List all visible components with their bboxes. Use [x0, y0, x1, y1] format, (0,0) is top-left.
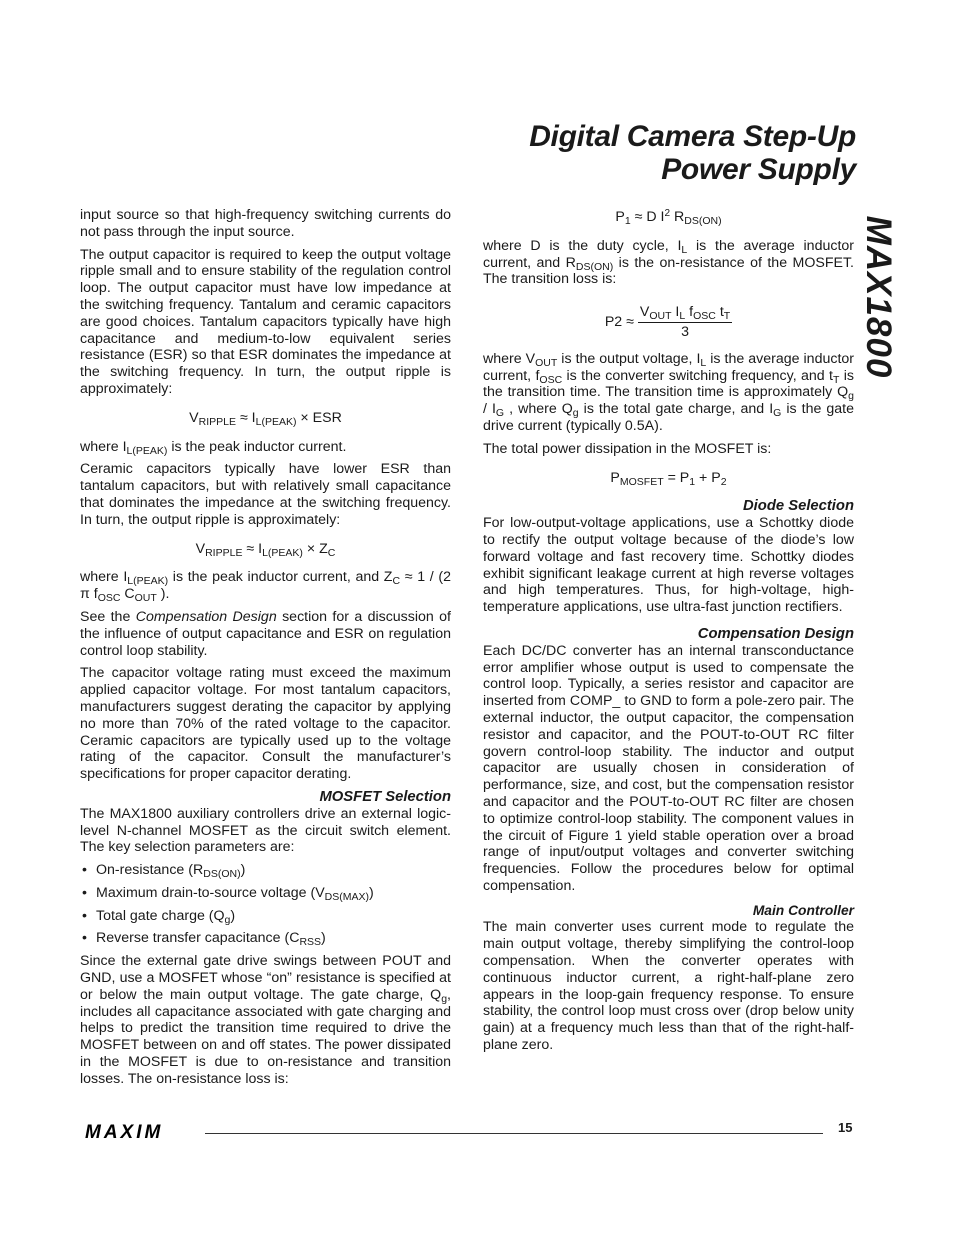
paragraph: where D is the duty cycle, $I_L$ is the average inductor current, and $R_{DS(ON)}$ is the on-resistance of the MOSFET. The transition loss is: [483, 237, 855, 288]
paragraph: input source so that high-frequency switching currents do not pass through the input source. [80, 207, 451, 240]
section-heading-mosfet: MOSFET Selection [319, 788, 451, 805]
left-column [80, 207, 451, 1094]
equation-p1: $P_1 \approx D$ $I^2$ $R_{DS(ON)}$ [615, 208, 722, 227]
paragraph: For low-output-voltage applications, use a Schottky diode to rectify the output voltage because of the diode’s low forward voltage and fast recovery time. Schottky diodes exhibit significant leakage current at high reverse voltages and high temperatures. Thus, for high-voltage, high-temperature applications, use ultra-fast junction rectifiers. [483, 515, 854, 616]
title-line-2: Power Supply [661, 153, 856, 186]
paragraph: Each DC/DC converter has an internal transconductance error amplifier whose output is used to compensate the control loop. Typically, a series resistor and capacitor are inserted from COMP_ to GND to form a pole-zero pair. The external inductor, the output capacitor, the compensation resistor and capacitor, and the POUT-to-OUT RC filter govern control-loop stability. The inductor and output capacitor are usually chosen in consideration of performance, size, and cost, but the compensation resistor and capacitor and the POUT-to-OUT RC filter are chosen to optimize control-loop stability. The component values in the circuit of Figure 1 yield stable operation over a broad range of input/output voltages and converter switching frequencies. Follow the procedures below for optimal compensation. [483, 642, 854, 894]
bullet-list [80, 862, 451, 947]
paragraph: where $I_{L(PEAK)}$ is the peak inductor current, and $Z_C \approx 1 / (2$ π $f_{OSC}$ $C_{OUT}$ ). [80, 569, 452, 605]
list-item: • On-resistance $(R_{DS(ON)})$ [80, 862, 451, 879]
equation-ripple-zc: $V_{RIPPLE} \approx I_{L(PEAK)} \times Z_C$ [195, 540, 336, 559]
section-heading-compensation: Compensation Design [697, 625, 854, 642]
maxim-logo [85, 1122, 195, 1140]
side-part-number [852, 212, 904, 382]
paragraph: where $V_{OUT}$ is the output voltage, $I_L$ is the average inductor current, $f_{OSC}$ is the converter switching frequency, and $t_T$ is the transition time. The transition time is approximately $Q_g / I_G$ , where $Q_g$ is the total gate charge, and $I_G$ is the gate drive current (typically 0.5A). [483, 350, 855, 434]
paragraph: Ceramic capacitors typically have lower ESR than tantalum capacitors, but with relatively small capacitance that dominates the impedance at the switching frequency. In turn, the output ripple is approximately: [80, 461, 451, 528]
list-item: • Maximum drain-to-source voltage $(V_{DS(MAX)})$ [80, 885, 451, 902]
paragraph: Since the external gate drive swings between POUT and GND, use a MOSFET whose “on” resistance is specified at or below the main output voltage. The gate charge, $Q_g$, includes all capacitance associated with gate charging and helps to predict the transition time required to drive the MOSFET between on and off states. The power dissipated in the MOSFET is due to on-resistance and transition losses. The on-resistance loss is: [80, 953, 451, 1087]
paragraph: where $I_{L(PEAK)}$ is the peak inductor current. [80, 438, 347, 457]
equation-pmosfet: $P_{MOSFET} = P_1 + P_2$ [610, 469, 727, 488]
subsection-heading-main-controller: Main Controller [752, 902, 854, 918]
equation-ripple-esr: $V_{RIPPLE} \approx I_{L(PEAK)}$ × ESR [189, 409, 342, 428]
list-item: • Total gate charge $(Q_g)$ [80, 908, 451, 925]
paragraph: The main converter uses current mode to regulate the main output voltage, thereby simplifying the control-loop compensation. When the converter operates with continuous inductor current, a right-half-plane zero appears in the loop-gain frequency response. To ensure stability, the control loop must cross over (drop below unity gain) at a frequency much less than that of the right-half-plane zero. [483, 919, 854, 1054]
paragraph: The capacitor voltage rating must exceed the maximum applied capacitor voltage. For most tantalum capacitors, manufacturers suggest derating the capacitor by applying no more than 70% of the rated voltage to the capacitor. Ceramic capacitors are typically used up to the voltage rating of the capacitor. Consult the manufacturer’s specifications for proper capacitor derating. [80, 665, 451, 783]
paragraph: The total power dissipation in the MOSFET is: [483, 440, 772, 457]
paragraph: See the Compensation Design section for a discussion of the influence of output capacitance and ESR on regulation control loop stability. [80, 608, 451, 659]
page-number: 15 [838, 1120, 853, 1135]
paragraph: The output capacitor is required to keep the output voltage ripple small and to ensure stability of the regulation control loop. The output capacitor must have low impedance at the switching frequency. Tantalum and ceramic capacitors are good choices. Tantalum capacitors typically have high capacitance and medium-to-low equivalent series resistance (ESR) so that ESR dominates the impedance at the switching frequency. In turn, the output ripple is approximately: [80, 246, 451, 397]
equation-p2: P2 ≈ $\frac{V_{OUT} I_L f_{OSC} t_T}{3}$ [604, 304, 731, 340]
section-reference: Compensation Design [135, 608, 277, 625]
paragraph: The MAX1800 auxiliary controllers drive an external logic-level N-channel MOSFET as the circuit switch element. The key selection parameters are: [80, 805, 451, 856]
section-heading-diode: Diode Selection [743, 498, 854, 515]
side-part-number-text: MAX1800 [859, 215, 898, 379]
footer-rule [205, 1133, 823, 1134]
maxim-logo-text: MAXIM [85, 1122, 164, 1140]
fraction: $\frac{V_{OUT} I_L f_{OSC} t_T}{3}$ [639, 304, 731, 340]
list-item: • Reverse transfer capacitance $(C_{RSS})$ [80, 930, 451, 947]
page-title [529, 120, 856, 186]
right-column [483, 207, 854, 1060]
title-line-1: Digital Camera Step-Up [529, 120, 856, 153]
